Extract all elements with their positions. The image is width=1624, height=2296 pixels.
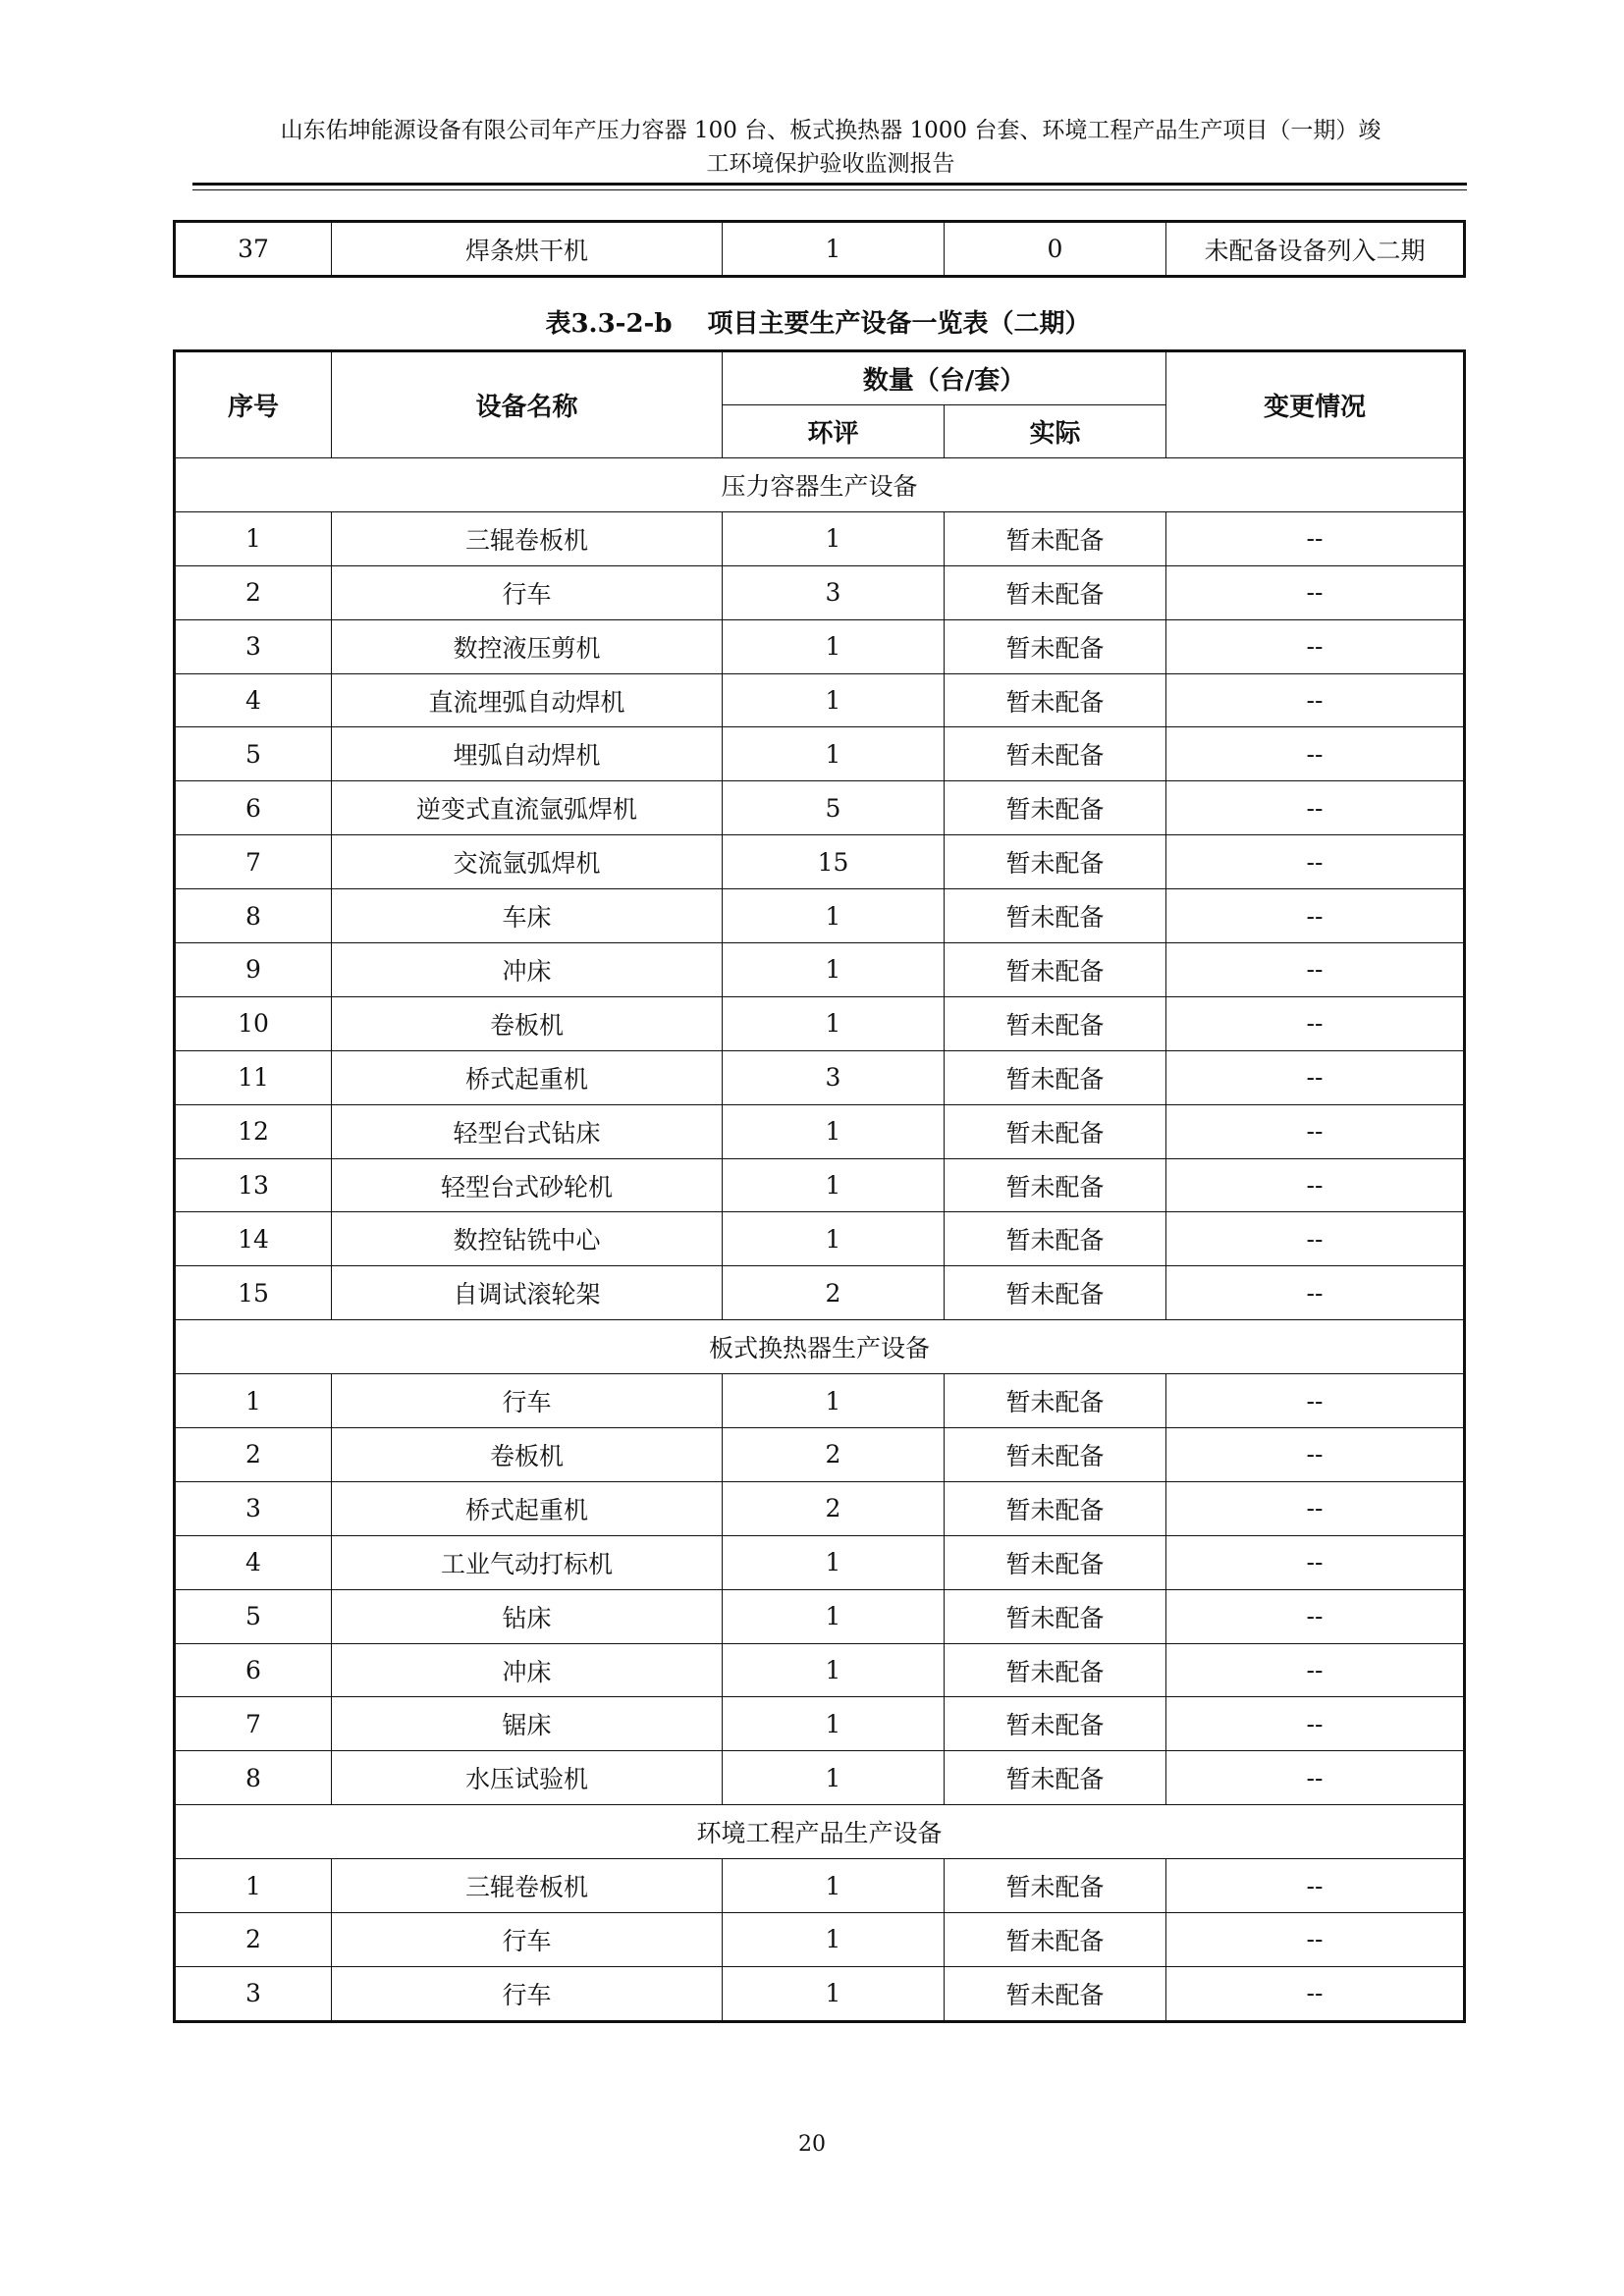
header-line-2: 工环境保护验收监测报告 [706,151,955,177]
header-line-1: 山东佑坤能源设备有限公司年产压力容器 100 台、板式换热器 1000 台套、环境工程产品生产项目（一期）竣 [280,118,1381,143]
cell-name: 工业气动打标机 [332,1535,723,1589]
cell-no: 14 [175,1212,332,1266]
cell-change: -- [1166,943,1465,997]
cell-eia: 1 [723,1589,945,1643]
cell-name: 行车 [332,1374,723,1428]
cell-eia: 1 [723,996,945,1050]
cell-actual: 暂未配备 [945,1158,1166,1212]
cell-name: 交流氩弧焊机 [332,835,723,889]
table-title: 项目主要生产设备一览表（二期） [707,309,1091,339]
cell-actual: 暂未配备 [945,1913,1166,1967]
table-row [175,835,1465,889]
cell-eia: 1 [723,1374,945,1428]
cell-actual: 暂未配备 [945,1859,1166,1913]
cell-eia: 1 [723,1697,945,1751]
cell-eia: 1 [723,1643,945,1697]
header-no: 序号 [175,351,332,458]
header-change: 变更情况 [1166,351,1465,458]
table-row [175,781,1465,835]
cell-name: 钻床 [332,1589,723,1643]
cell-change: -- [1166,1481,1465,1535]
table-row [175,1966,1465,2021]
cell-no: 2 [175,1913,332,1967]
header-eia: 环评 [723,405,945,458]
table-row [175,619,1465,673]
cell-change: -- [1166,1212,1465,1266]
cell-actual: 暂未配备 [945,1643,1166,1697]
cell-eia: 1 [723,673,945,727]
cell-name: 埋弧自动焊机 [332,727,723,781]
cell-actual: 暂未配备 [945,1374,1166,1428]
equipment-table [173,349,1466,2023]
table-row [175,889,1465,943]
cell-no: 8 [175,1751,332,1805]
cell-actual: 暂未配备 [945,1104,1166,1158]
table-row [175,1158,1465,1212]
cell-change: -- [1166,619,1465,673]
cell-actual: 暂未配备 [945,619,1166,673]
table-row [175,565,1465,619]
cell-name: 逆变式直流氩弧焊机 [332,781,723,835]
cell-actual: 暂未配备 [945,1050,1166,1104]
cell-eia: 1 [723,1913,945,1967]
cell-name: 行车 [332,1966,723,2021]
cell-no: 7 [175,835,332,889]
cell-change: -- [1166,1428,1465,1482]
cell-eia: 1 [723,619,945,673]
cell-change: -- [1166,1050,1465,1104]
cell-name: 锯床 [332,1697,723,1751]
table-row [175,1266,1465,1320]
cell-name: 冲床 [332,943,723,997]
cell-name: 直流埋弧自动焊机 [332,673,723,727]
cell-change: -- [1166,835,1465,889]
cell-actual: 暂未配备 [945,511,1166,565]
header-name: 设备名称 [332,351,723,458]
cell-eia: 1 [723,727,945,781]
cell-change: -- [1166,1158,1465,1212]
cell-no: 2 [175,565,332,619]
cell-change: -- [1166,1966,1465,2021]
cell-name: 桥式起重机 [332,1481,723,1535]
table-row [175,222,1465,277]
page-number: 20 [798,2132,826,2157]
table-row [175,1913,1465,1967]
table-row [175,1104,1465,1158]
cell-name: 焊条烘干机 [332,222,723,277]
cell-change: -- [1166,1535,1465,1589]
cell-name: 车床 [332,889,723,943]
table-row [175,1428,1465,1482]
cell-change: -- [1166,727,1465,781]
cell-name: 轻型台式砂轮机 [332,1158,723,1212]
cell-actual: 暂未配备 [945,835,1166,889]
section-title: 板式换热器生产设备 [175,1320,1465,1374]
cell-eia: 2 [723,1266,945,1320]
cell-eia: 1 [723,1859,945,1913]
cell-no: 5 [175,727,332,781]
cell-no: 13 [175,1158,332,1212]
cell-change: -- [1166,1266,1465,1320]
cell-actual: 暂未配备 [945,1589,1166,1643]
cell-actual: 暂未配备 [945,1966,1166,2021]
cell-eia: 3 [723,565,945,619]
cell-name: 行车 [332,565,723,619]
header-rule-thin [192,189,1467,190]
cell-eia: 1 [723,1104,945,1158]
cell-name: 数控钻铣中心 [332,1212,723,1266]
cell-change: -- [1166,511,1465,565]
cell-name: 行车 [332,1913,723,1967]
cell-actual: 暂未配备 [945,1697,1166,1751]
cell-actual: 暂未配备 [945,996,1166,1050]
table-row [175,943,1465,997]
cell-no: 6 [175,781,332,835]
cell-actual: 暂未配备 [945,1535,1166,1589]
cell-change: -- [1166,889,1465,943]
table-row [175,1751,1465,1805]
cell-eia: 1 [723,1966,945,2021]
cell-no: 6 [175,1643,332,1697]
section-title: 压力容器生产设备 [175,458,1465,512]
cell-name: 卷板机 [332,996,723,1050]
cell-no: 15 [175,1266,332,1320]
cell-change: -- [1166,996,1465,1050]
cell-actual: 暂未配备 [945,1481,1166,1535]
cell-change: -- [1166,1751,1465,1805]
cell-actual: 0 [945,222,1166,277]
table-row [175,1643,1465,1697]
cell-no: 1 [175,511,332,565]
table-caption [173,304,1463,344]
cell-no: 3 [175,619,332,673]
report-header [192,114,1469,181]
cell-change: -- [1166,1374,1465,1428]
cell-eia: 15 [723,835,945,889]
cell-eia: 3 [723,1050,945,1104]
cell-change: 未配备设备列入二期 [1166,222,1465,277]
cell-change: -- [1166,1913,1465,1967]
header-rule-thick [192,183,1467,186]
cell-no: 37 [175,222,332,277]
cell-eia: 1 [723,943,945,997]
section-row [175,1320,1465,1374]
table-number: 表3.3-2-b [545,309,673,339]
cell-no: 1 [175,1374,332,1428]
cell-name: 数控液压剪机 [332,619,723,673]
table-row [175,1481,1465,1535]
section-row [175,1805,1465,1859]
section-row [175,458,1465,512]
table-row [175,1589,1465,1643]
cell-no: 11 [175,1050,332,1104]
table-row [175,1535,1465,1589]
cell-change: -- [1166,1104,1465,1158]
cell-actual: 暂未配备 [945,1266,1166,1320]
cell-actual: 暂未配备 [945,1212,1166,1266]
cell-change: -- [1166,1697,1465,1751]
cell-eia: 2 [723,1428,945,1482]
cell-name: 桥式起重机 [332,1050,723,1104]
cell-actual: 暂未配备 [945,889,1166,943]
cell-name: 冲床 [332,1643,723,1697]
table-row [175,511,1465,565]
cell-eia: 1 [723,1158,945,1212]
cell-change: -- [1166,565,1465,619]
table-row [175,1212,1465,1266]
continued-table-row [173,220,1466,278]
cell-change: -- [1166,1859,1465,1913]
header-actual: 实际 [945,405,1166,458]
cell-no: 1 [175,1859,332,1913]
cell-change: -- [1166,781,1465,835]
cell-actual: 暂未配备 [945,1428,1166,1482]
cell-no: 8 [175,889,332,943]
table-row [175,1859,1465,1913]
table-row [175,673,1465,727]
section-title: 环境工程产品生产设备 [175,1805,1465,1859]
cell-no: 4 [175,673,332,727]
cell-actual: 暂未配备 [945,781,1166,835]
table-row [175,1050,1465,1104]
cell-actual: 暂未配备 [945,673,1166,727]
cell-name: 三辊卷板机 [332,511,723,565]
cell-actual: 暂未配备 [945,1751,1166,1805]
cell-name: 轻型台式钻床 [332,1104,723,1158]
cell-change: -- [1166,673,1465,727]
cell-name: 自调试滚轮架 [332,1266,723,1320]
cell-name: 三辊卷板机 [332,1859,723,1913]
cell-actual: 暂未配备 [945,565,1166,619]
cell-change: -- [1166,1643,1465,1697]
table-row [175,1697,1465,1751]
cell-no: 3 [175,1966,332,2021]
cell-no: 10 [175,996,332,1050]
table-row [175,996,1465,1050]
cell-eia: 2 [723,1481,945,1535]
table-header-row [175,351,1465,405]
table-row [175,727,1465,781]
cell-eia: 1 [723,889,945,943]
cell-eia: 1 [723,222,945,277]
cell-actual: 暂未配备 [945,727,1166,781]
cell-name: 水压试验机 [332,1751,723,1805]
cell-no: 7 [175,1697,332,1751]
cell-no: 3 [175,1481,332,1535]
cell-eia: 1 [723,511,945,565]
cell-no: 9 [175,943,332,997]
cell-eia: 1 [723,1751,945,1805]
cell-no: 4 [175,1535,332,1589]
cell-name: 卷板机 [332,1428,723,1482]
cell-no: 12 [175,1104,332,1158]
cell-no: 5 [175,1589,332,1643]
cell-no: 2 [175,1428,332,1482]
table-row [175,1374,1465,1428]
header-quantity: 数量（台/套） [723,351,1166,405]
cell-eia: 5 [723,781,945,835]
cell-eia: 1 [723,1212,945,1266]
cell-change: -- [1166,1589,1465,1643]
cell-actual: 暂未配备 [945,943,1166,997]
cell-eia: 1 [723,1535,945,1589]
